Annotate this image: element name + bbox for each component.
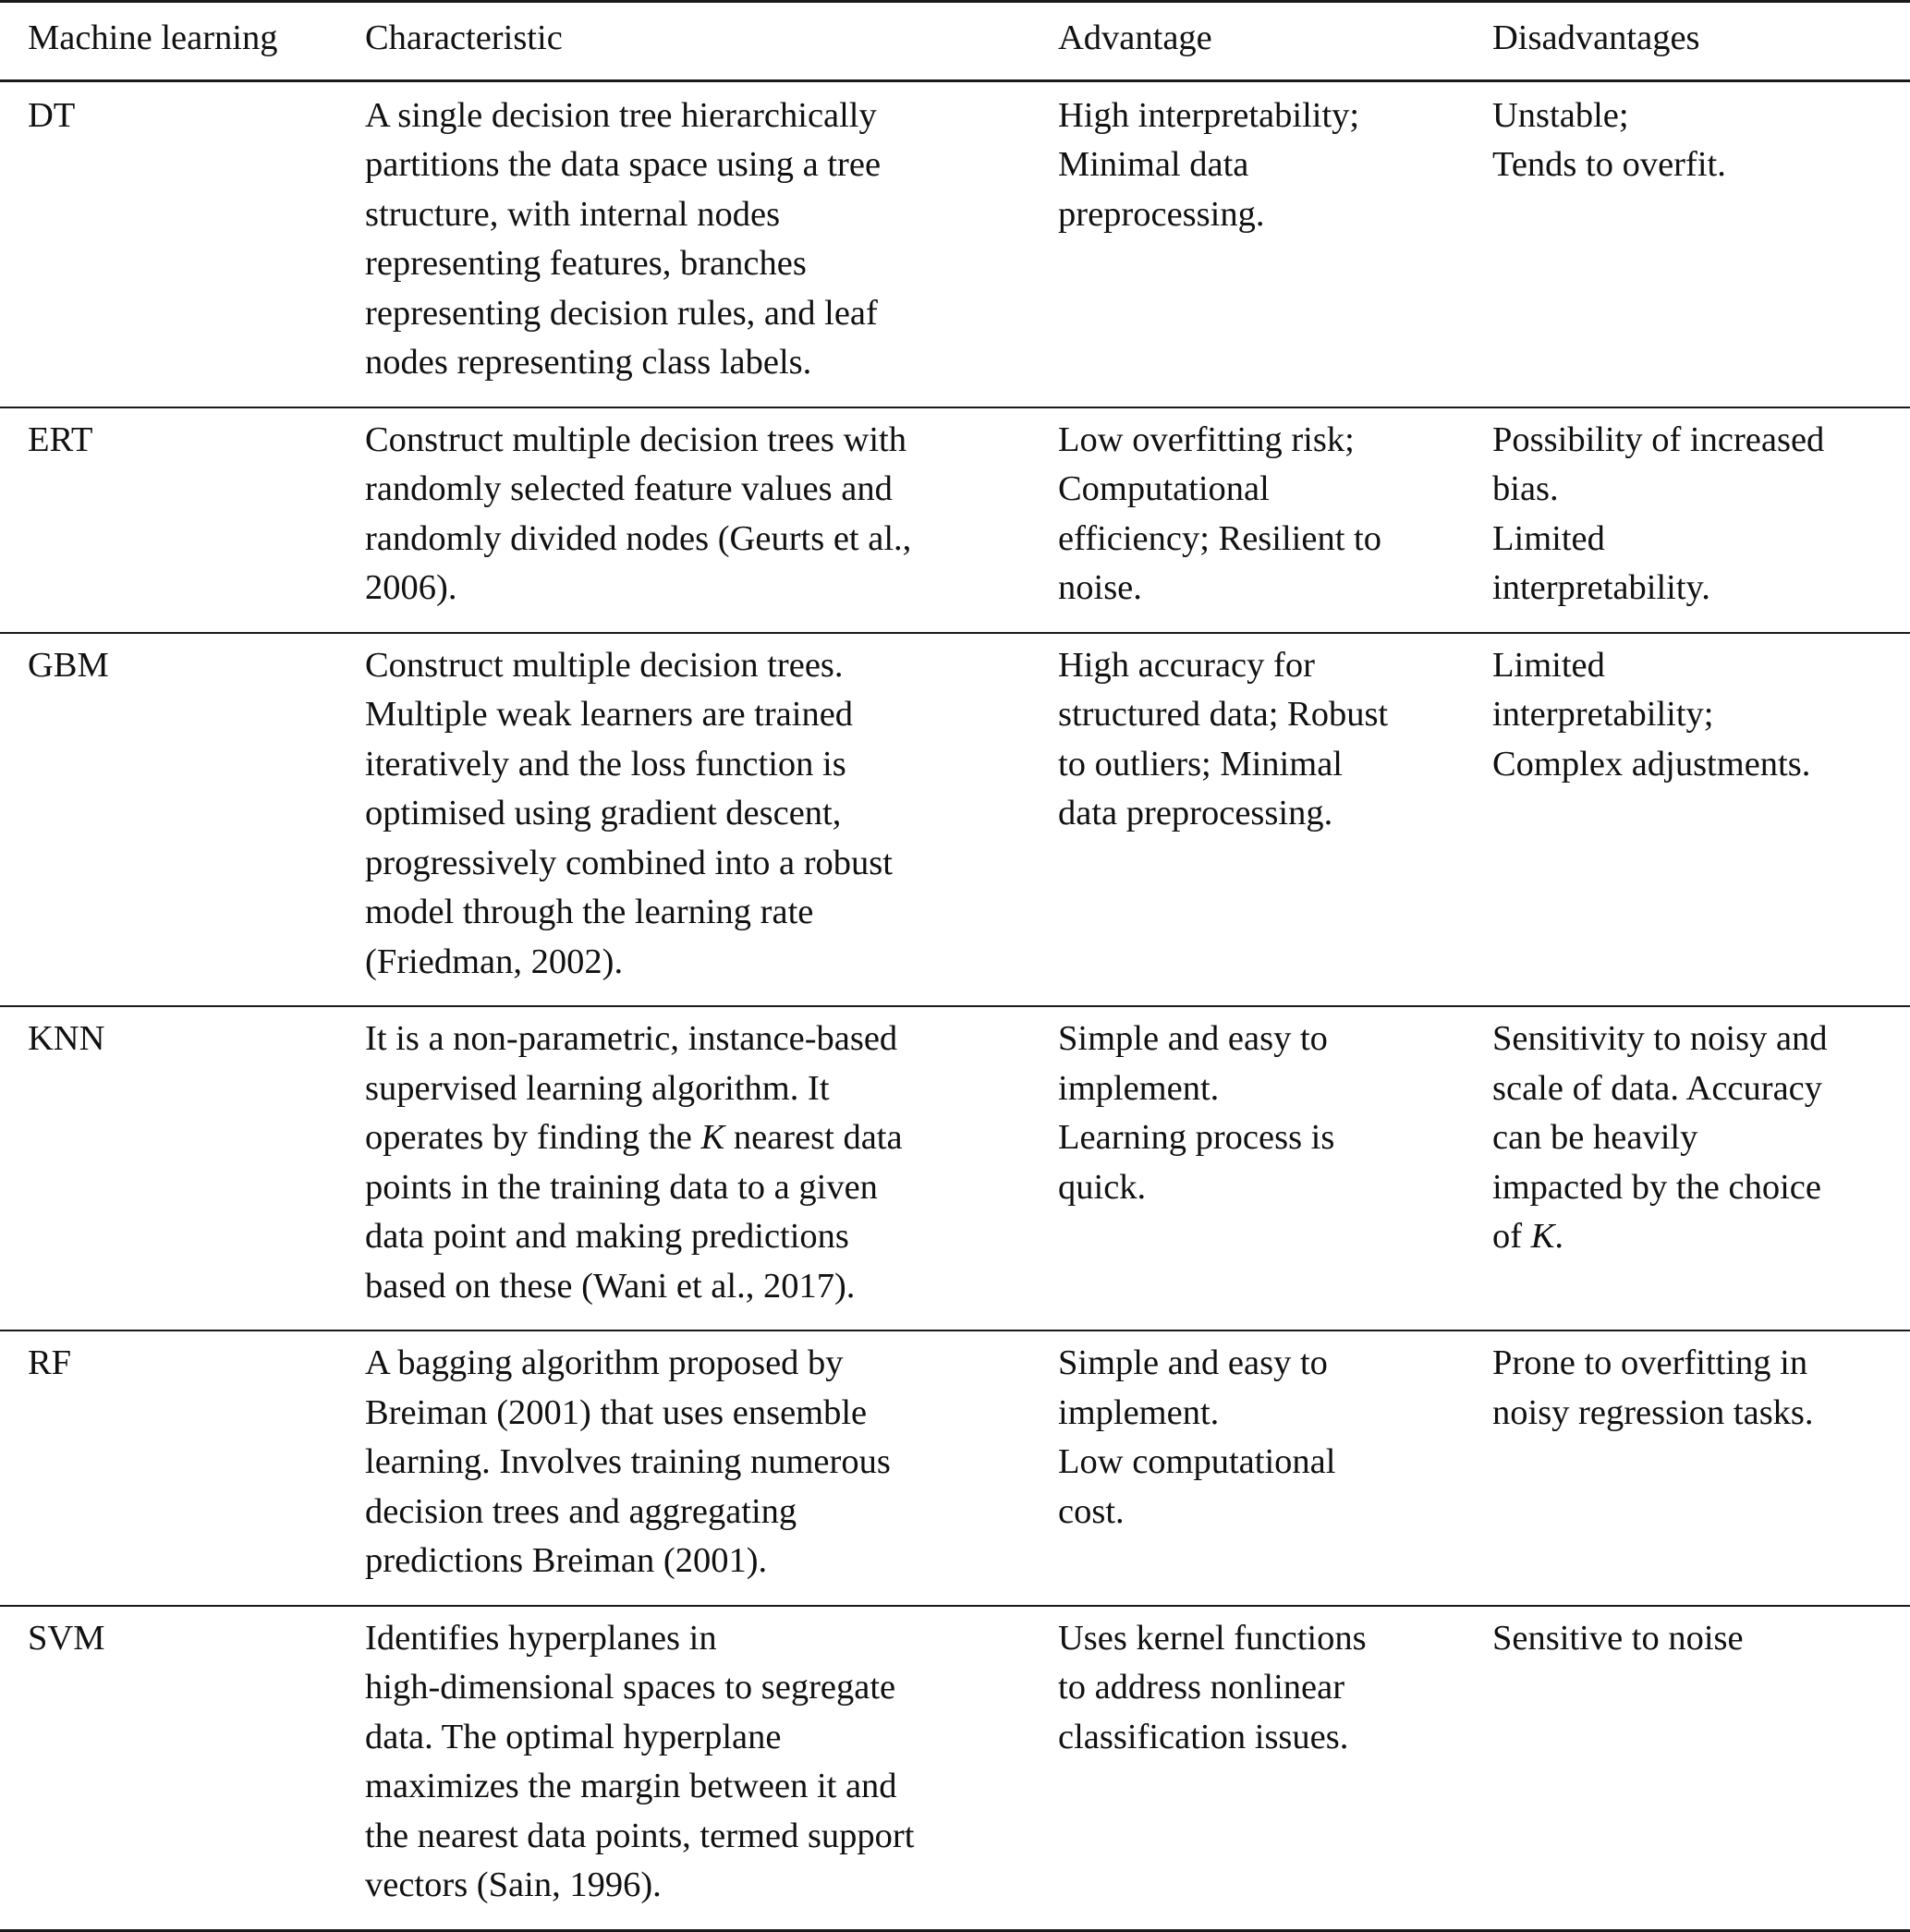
characteristic-cell xyxy=(337,407,1030,633)
text-line: A single decision tree hierarchically xyxy=(365,95,877,135)
table-row-rf xyxy=(0,1331,1910,1606)
text-line: Low computational xyxy=(1058,1442,1336,1481)
k-symbol: K xyxy=(1530,1217,1555,1256)
characteristic-cell xyxy=(337,1006,1030,1331)
text-line: Minimal data xyxy=(1058,145,1249,184)
table-row-dt xyxy=(0,80,1910,407)
text-line: noisy regression tasks. xyxy=(1492,1392,1814,1432)
header-characteristic: Characteristic xyxy=(365,18,563,57)
disadvantages-cell xyxy=(1465,1006,1910,1331)
text-fragment: . xyxy=(1554,1217,1564,1256)
header-machine-learning: Machine learning xyxy=(28,18,278,57)
text-line: data. The optimal hyperplane xyxy=(365,1717,782,1756)
text-line: noise. xyxy=(1058,568,1142,607)
text-line: scale of data. Accuracy xyxy=(1492,1068,1822,1108)
text-line: Complex adjustments. xyxy=(1492,744,1811,784)
advantage-cell xyxy=(1030,80,1465,407)
text-line: data preprocessing. xyxy=(1058,794,1333,832)
text-line: High accuracy for xyxy=(1058,645,1315,685)
text-line: progressively combined into a robust xyxy=(365,843,893,882)
text-line: It is a non-parametric, instance-based xyxy=(365,1019,898,1058)
text-line xyxy=(1492,1212,1910,1262)
text-line: Simple and easy to xyxy=(1058,1019,1328,1058)
model-name: SVM xyxy=(28,1618,105,1658)
text-line: randomly divided nodes (Geurts et al., xyxy=(365,518,912,558)
text-line: Prone to overfitting in xyxy=(1492,1343,1808,1382)
advantage-cell xyxy=(1030,407,1465,633)
advantage-cell xyxy=(1030,1331,1465,1606)
text-line: based on these (Wani et al., 2017). xyxy=(365,1266,856,1306)
text-line: points in the training data to a given xyxy=(365,1167,878,1207)
disadvantages-cell xyxy=(1465,1331,1910,1606)
text-line: to outliers; Minimal xyxy=(1058,744,1343,784)
disadvantages-cell xyxy=(1465,407,1910,633)
text-line: vectors (Sain, 1996). xyxy=(365,1865,662,1904)
text-line: high-dimensional spaces to segregate xyxy=(365,1668,896,1707)
text-fragment: nearest data xyxy=(724,1118,903,1157)
text-fragment: operates by finding the xyxy=(365,1118,701,1157)
text-line: Limited xyxy=(1492,645,1605,685)
header-row xyxy=(0,2,1910,81)
model-name: GBM xyxy=(28,645,109,685)
text-line: structure, with internal nodes xyxy=(365,194,781,234)
text-line: supervised learning algorithm. It xyxy=(365,1068,830,1108)
table-row-knn xyxy=(0,1006,1910,1331)
model-name: RF xyxy=(28,1343,72,1382)
k-symbol: K xyxy=(700,1118,725,1157)
advantage-cell xyxy=(1030,1006,1465,1331)
table-body xyxy=(0,80,1910,1930)
model-name: DT xyxy=(28,95,76,135)
text-line: decision trees and aggregating xyxy=(365,1491,797,1531)
text-line: maximizes the margin between it and xyxy=(365,1767,897,1805)
text-line: Unstable; xyxy=(1492,95,1629,135)
text-line: efficiency; Resilient to xyxy=(1058,518,1381,558)
text-line xyxy=(365,1113,1030,1163)
characteristic-cell xyxy=(337,80,1030,407)
text-line: representing decision rules, and leaf xyxy=(365,293,878,333)
text-line: implement. xyxy=(1058,1068,1220,1108)
text-line: Possibility of increased xyxy=(1492,419,1825,459)
characteristic-cell xyxy=(337,1606,1030,1931)
advantage-cell xyxy=(1030,633,1465,1007)
text-line: optimised using gradient descent, xyxy=(365,794,842,832)
text-line: can be heavily xyxy=(1492,1118,1698,1157)
text-line: interpretability; xyxy=(1492,695,1714,734)
text-line: Construct multiple decision trees. xyxy=(365,645,844,685)
text-line: Computational xyxy=(1058,469,1270,508)
header-advantage: Advantage xyxy=(1058,18,1212,57)
text-line: preprocessing. xyxy=(1058,194,1265,234)
text-line: representing features, branches xyxy=(365,244,807,283)
text-line: Limited xyxy=(1492,518,1605,558)
text-line: classification issues. xyxy=(1058,1717,1349,1756)
text-line: Learning process is xyxy=(1058,1118,1335,1157)
text-line: learning. Involves training numerous xyxy=(365,1442,891,1481)
text-line: data point and making predictions xyxy=(365,1217,849,1256)
characteristic-cell xyxy=(337,633,1030,1007)
text-line: the nearest data points, termed support xyxy=(365,1816,915,1855)
header-disadvantages: Disadvantages xyxy=(1492,18,1700,57)
table-row-svm xyxy=(0,1606,1910,1931)
text-line: to address nonlinear xyxy=(1058,1668,1345,1707)
text-line: interpretability. xyxy=(1492,568,1710,607)
characteristic-cell xyxy=(337,1331,1030,1606)
text-line: implement. xyxy=(1058,1392,1220,1432)
text-line: Sensitive to noise xyxy=(1492,1618,1744,1658)
text-line: partitions the data space using a tree xyxy=(365,145,882,184)
text-line: bias. xyxy=(1492,469,1559,508)
text-line: Tends to overfit. xyxy=(1492,145,1726,184)
text-line: Construct multiple decision trees with xyxy=(365,419,906,459)
text-line: (Friedman, 2002). xyxy=(365,942,624,981)
text-line: randomly selected feature values and xyxy=(365,469,893,508)
disadvantages-cell xyxy=(1465,80,1910,407)
text-line: impacted by the choice xyxy=(1492,1167,1821,1207)
text-line: Simple and easy to xyxy=(1058,1343,1328,1382)
text-line: Uses kernel functions xyxy=(1058,1618,1367,1658)
model-name: KNN xyxy=(28,1019,105,1058)
text-line: nodes representing class labels. xyxy=(365,343,812,382)
text-line: model through the learning rate xyxy=(365,893,814,931)
text-fragment: of xyxy=(1492,1217,1531,1256)
text-line: High interpretability; xyxy=(1058,95,1360,135)
text-line: Multiple weak learners are trained xyxy=(365,695,854,734)
disadvantages-cell xyxy=(1465,1606,1910,1931)
text-line: Breiman (2001) that uses ensemble xyxy=(365,1392,868,1432)
text-line: Identifies hyperplanes in xyxy=(365,1618,717,1658)
text-line: quick. xyxy=(1058,1167,1147,1207)
disadvantages-cell xyxy=(1465,633,1910,1007)
advantage-cell xyxy=(1030,1606,1465,1931)
text-line: A bagging algorithm proposed by xyxy=(365,1343,844,1382)
text-line: cost. xyxy=(1058,1491,1125,1531)
table-row-ert xyxy=(0,407,1910,633)
text-line: Low overfitting risk; xyxy=(1058,419,1355,459)
model-name: ERT xyxy=(28,419,93,459)
text-line: 2006). xyxy=(365,568,457,607)
table-row-gbm xyxy=(0,633,1910,1007)
text-line: predictions Breiman (2001). xyxy=(365,1541,768,1580)
text-line: iteratively and the loss function is xyxy=(365,744,846,784)
text-line: Sensitivity to noisy and xyxy=(1492,1019,1828,1058)
table-header xyxy=(0,2,1910,81)
text-line: structured data; Robust xyxy=(1058,695,1389,734)
